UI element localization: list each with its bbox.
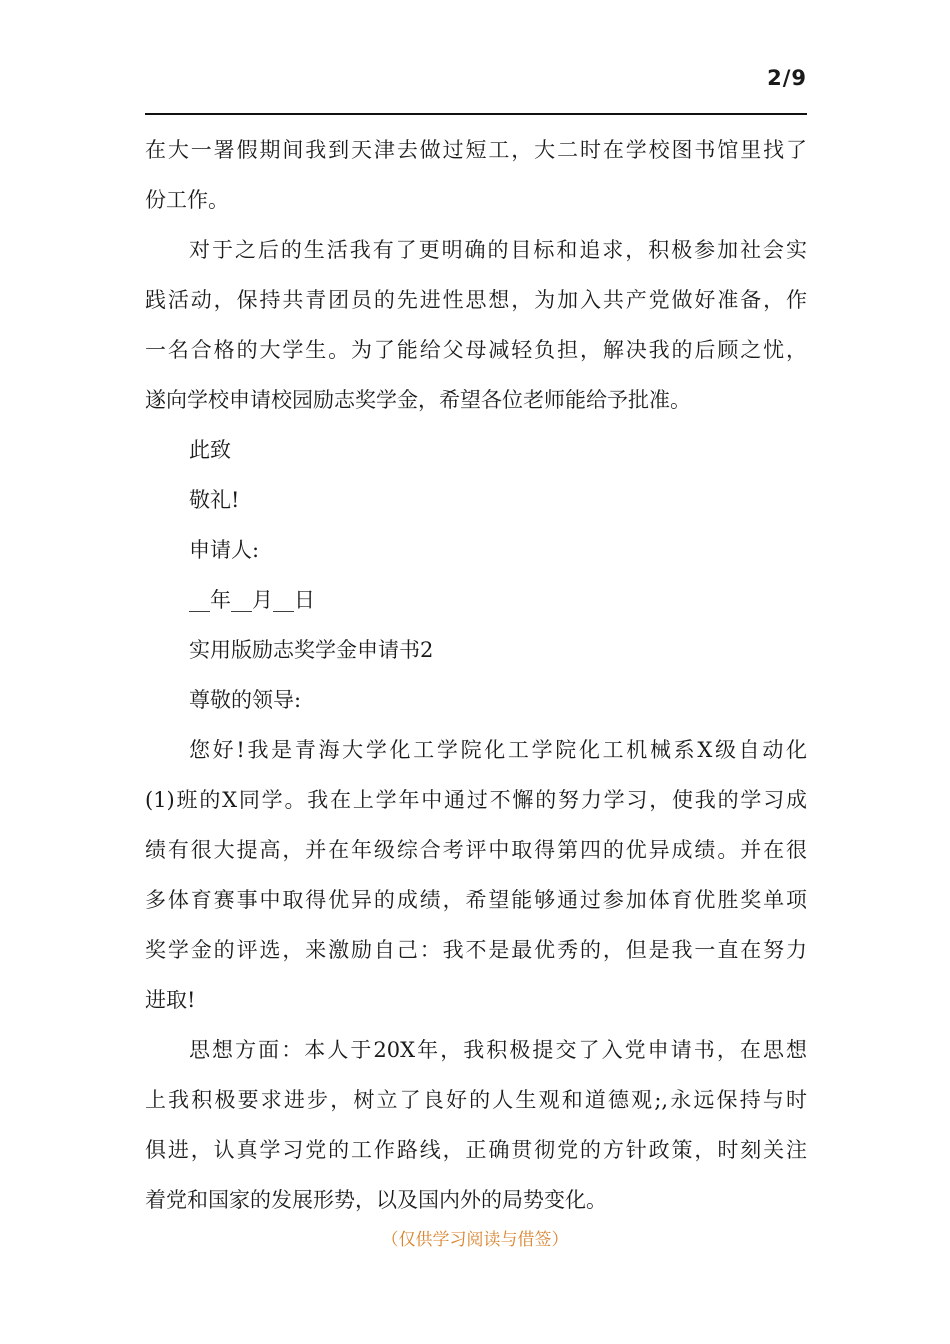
date-line: __年__月__日 [189,588,315,612]
text-line: 多体育赛事中取得优异的成绩，希望能够通过参加体育优胜奖单项 [145,888,807,912]
text-line: 此致 [189,438,231,462]
text-line: 上我积极要求进步，树立了良好的人生观和道德观;,永远保持与时 [145,1088,807,1112]
text-line: 思想方面：本人于20X年，我积极提交了入党申请书，在思想 [189,1038,807,1062]
salutation: 尊敬的领导: [189,688,302,712]
text-line: 一名合格的大学生。为了能给父母减轻负担，解决我的后顾之忧， [145,338,807,362]
document-body [145,125,807,1225]
footer-note: （仅供学习阅读与借签） [381,1230,569,1250]
text-line: 敬礼! [189,488,240,512]
text-line: 进取! [145,988,196,1012]
text-line: 绩有很大提高，并在年级综合考评中取得第四的优异成绩。并在很 [145,838,807,862]
text-line: (1)班的X同学。我在上学年中通过不懈的努力学习，使我的学习成 [145,788,807,812]
text-line: 您好!我是青海大学化工学院化工学院化工机械系X级自动化 [189,738,807,762]
text-line: 着党和国家的发展形势，以及国内外的局势变化。 [145,1188,607,1212]
text-line: 遂向学校申请校园励志奖学金，希望各位老师能给予批准。 [145,388,691,412]
text-line: 在大一署假期间我到天津去做过短工，大二时在学校图书馆里找了 [145,138,807,162]
page-number: 2/9 [767,66,807,90]
section-title: 实用版励志奖学金申请书2 [189,638,434,662]
text-line: 奖学金的评选，来激励自己：我不是最优秀的，但是我一直在努力 [145,938,807,962]
text-line: 申请人: [189,538,260,562]
text-line: 对于之后的生活我有了更明确的目标和追求，积极参加社会实 [189,238,807,262]
text-line: 份工作。 [145,188,229,212]
text-line: 践活动，保持共青团员的先进性思想，为加入共产党做好准备，作 [145,288,807,312]
header-rule [145,113,807,115]
text-line: 俱进，认真学习党的工作路线，正确贯彻党的方针政策，时刻关注 [145,1138,807,1162]
